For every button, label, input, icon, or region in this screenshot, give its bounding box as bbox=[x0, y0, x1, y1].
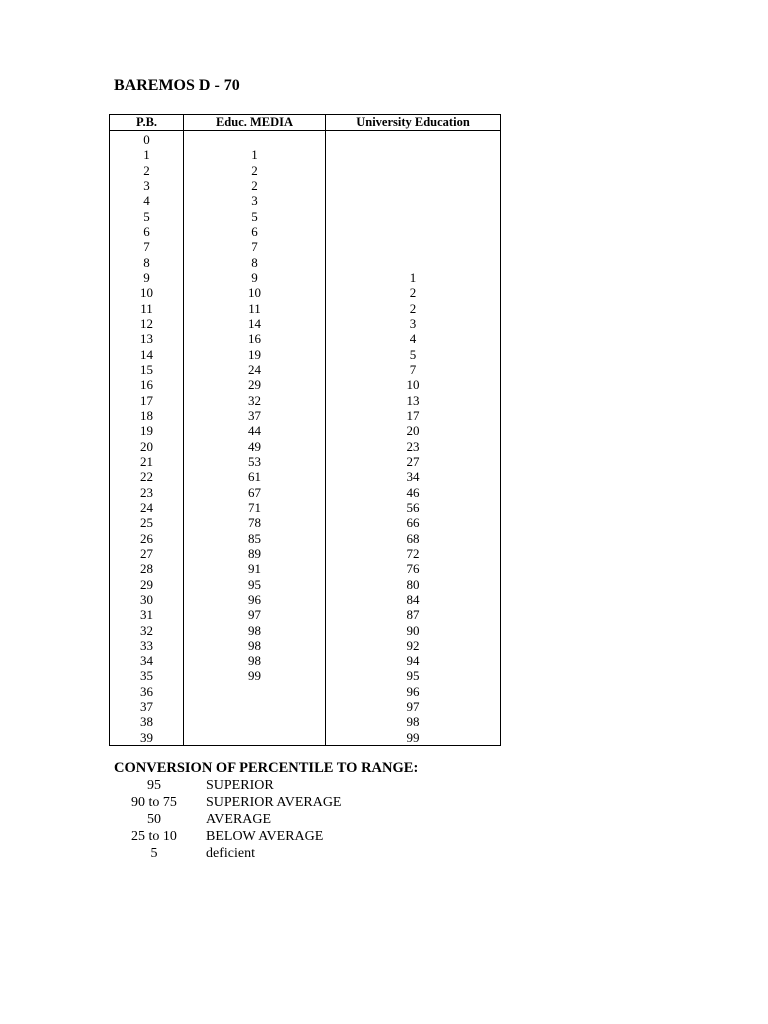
table-row bbox=[110, 347, 501, 362]
cell-pb: 22 bbox=[110, 469, 184, 484]
cell-educ-media bbox=[184, 714, 326, 729]
cell-pb: 14 bbox=[110, 347, 184, 362]
table-row bbox=[110, 607, 501, 622]
table-row bbox=[110, 577, 501, 592]
conversion-list bbox=[114, 777, 418, 862]
cell-educ-media: 91 bbox=[184, 561, 326, 576]
table-row bbox=[110, 730, 501, 746]
table-row bbox=[110, 331, 501, 346]
cell-educ-media: 5 bbox=[184, 209, 326, 224]
cell-university: 27 bbox=[326, 454, 501, 469]
cell-educ-media: 96 bbox=[184, 592, 326, 607]
cell-university: 7 bbox=[326, 362, 501, 377]
cell-university: 68 bbox=[326, 531, 501, 546]
cell-university: 94 bbox=[326, 653, 501, 668]
conversion-percentile: 95 bbox=[147, 778, 161, 793]
cell-pb: 28 bbox=[110, 561, 184, 576]
cell-educ-media: 7 bbox=[184, 239, 326, 254]
table-row bbox=[110, 209, 501, 224]
cell-pb: 12 bbox=[110, 316, 184, 331]
cell-university bbox=[326, 163, 501, 178]
cell-educ-media: 97 bbox=[184, 607, 326, 622]
table-row bbox=[110, 668, 501, 683]
conversion-section bbox=[114, 760, 418, 862]
cell-university: 80 bbox=[326, 577, 501, 592]
cell-educ-media: 71 bbox=[184, 500, 326, 515]
cell-educ-media: 44 bbox=[184, 423, 326, 438]
cell-educ-media: 95 bbox=[184, 577, 326, 592]
cell-pb: 20 bbox=[110, 439, 184, 454]
cell-pb: 38 bbox=[110, 714, 184, 729]
cell-pb: 35 bbox=[110, 668, 184, 683]
cell-university: 92 bbox=[326, 638, 501, 653]
cell-educ-media: 16 bbox=[184, 331, 326, 346]
table-row bbox=[110, 714, 501, 729]
cell-educ-media: 24 bbox=[184, 362, 326, 377]
header-educ-media: Educ. MEDIA bbox=[184, 115, 326, 131]
cell-pb: 9 bbox=[110, 270, 184, 285]
cell-university bbox=[326, 239, 501, 254]
cell-pb: 39 bbox=[110, 730, 184, 746]
table-header bbox=[110, 115, 501, 131]
table-row bbox=[110, 423, 501, 438]
cell-university bbox=[326, 178, 501, 193]
table-row bbox=[110, 515, 501, 530]
cell-university: 3 bbox=[326, 316, 501, 331]
cell-university: 20 bbox=[326, 423, 501, 438]
conversion-range: AVERAGE bbox=[206, 812, 272, 827]
header-row bbox=[110, 115, 501, 131]
cell-university bbox=[326, 224, 501, 239]
conversion-range: deficient bbox=[206, 846, 255, 861]
cell-university: 23 bbox=[326, 439, 501, 454]
cell-university: 87 bbox=[326, 607, 501, 622]
cell-educ-media bbox=[184, 684, 326, 699]
cell-educ-media: 14 bbox=[184, 316, 326, 331]
cell-pb: 32 bbox=[110, 623, 184, 638]
conversion-percentile: 25 to 10 bbox=[131, 829, 177, 844]
cell-university: 96 bbox=[326, 684, 501, 699]
table-row bbox=[110, 193, 501, 208]
cell-university: 2 bbox=[326, 301, 501, 316]
cell-university: 72 bbox=[326, 546, 501, 561]
conversion-row bbox=[114, 845, 418, 862]
conversion-row bbox=[114, 811, 418, 828]
table-row bbox=[110, 377, 501, 392]
cell-educ-media: 67 bbox=[184, 485, 326, 500]
cell-pb: 31 bbox=[110, 607, 184, 622]
table-row bbox=[110, 638, 501, 653]
table-row bbox=[110, 699, 501, 714]
conversion-range: SUPERIOR AVERAGE bbox=[206, 795, 342, 810]
table-row bbox=[110, 316, 501, 331]
table-row bbox=[110, 500, 501, 515]
conversion-row bbox=[114, 777, 418, 794]
table-body bbox=[110, 131, 501, 746]
cell-university: 98 bbox=[326, 714, 501, 729]
table-row bbox=[110, 255, 501, 270]
cell-educ-media: 19 bbox=[184, 347, 326, 362]
cell-educ-media: 8 bbox=[184, 255, 326, 270]
table-row bbox=[110, 439, 501, 454]
cell-educ-media: 32 bbox=[184, 393, 326, 408]
table-row bbox=[110, 285, 501, 300]
cell-pb: 27 bbox=[110, 546, 184, 561]
conversion-percentile: 90 to 75 bbox=[131, 795, 177, 810]
conversion-row bbox=[114, 794, 418, 811]
cell-university: 4 bbox=[326, 331, 501, 346]
cell-pb: 29 bbox=[110, 577, 184, 592]
table-row bbox=[110, 469, 501, 484]
cell-pb: 18 bbox=[110, 408, 184, 423]
cell-pb: 17 bbox=[110, 393, 184, 408]
cell-university: 34 bbox=[326, 469, 501, 484]
table-row bbox=[110, 239, 501, 254]
cell-university: 1 bbox=[326, 270, 501, 285]
cell-university: 46 bbox=[326, 485, 501, 500]
table-row bbox=[110, 362, 501, 377]
table-row bbox=[110, 131, 501, 148]
table-row bbox=[110, 454, 501, 469]
cell-pb: 36 bbox=[110, 684, 184, 699]
cell-pb: 3 bbox=[110, 178, 184, 193]
cell-pb: 23 bbox=[110, 485, 184, 500]
cell-educ-media: 1 bbox=[184, 147, 326, 162]
cell-pb: 10 bbox=[110, 285, 184, 300]
cell-pb: 5 bbox=[110, 209, 184, 224]
cell-pb: 4 bbox=[110, 193, 184, 208]
table-row bbox=[110, 561, 501, 576]
cell-educ-media: 53 bbox=[184, 454, 326, 469]
cell-university: 84 bbox=[326, 592, 501, 607]
table-row bbox=[110, 147, 501, 162]
table-row bbox=[110, 178, 501, 193]
cell-educ-media bbox=[184, 699, 326, 714]
cell-educ-media: 9 bbox=[184, 270, 326, 285]
table-row bbox=[110, 485, 501, 500]
cell-pb: 34 bbox=[110, 653, 184, 668]
cell-pb: 19 bbox=[110, 423, 184, 438]
cell-university: 2 bbox=[326, 285, 501, 300]
cell-university: 66 bbox=[326, 515, 501, 530]
cell-pb: 26 bbox=[110, 531, 184, 546]
cell-university: 97 bbox=[326, 699, 501, 714]
cell-educ-media bbox=[184, 730, 326, 746]
cell-educ-media: 2 bbox=[184, 163, 326, 178]
conversion-range: BELOW AVERAGE bbox=[206, 829, 324, 844]
cell-university bbox=[326, 147, 501, 162]
cell-university: 17 bbox=[326, 408, 501, 423]
cell-pb: 0 bbox=[110, 131, 184, 148]
cell-pb: 11 bbox=[110, 301, 184, 316]
cell-university bbox=[326, 209, 501, 224]
cell-educ-media: 2 bbox=[184, 178, 326, 193]
conversion-heading: CONVERSION OF PERCENTILE TO RANGE: bbox=[114, 760, 419, 776]
cell-pb: 37 bbox=[110, 699, 184, 714]
cell-university: 10 bbox=[326, 377, 501, 392]
cell-university bbox=[326, 255, 501, 270]
table-row bbox=[110, 592, 501, 607]
cell-university: 76 bbox=[326, 561, 501, 576]
table-row bbox=[110, 623, 501, 638]
cell-educ-media: 49 bbox=[184, 439, 326, 454]
cell-educ-media: 99 bbox=[184, 668, 326, 683]
cell-pb: 33 bbox=[110, 638, 184, 653]
cell-pb: 25 bbox=[110, 515, 184, 530]
table-row bbox=[110, 408, 501, 423]
cell-educ-media: 61 bbox=[184, 469, 326, 484]
table-row bbox=[110, 546, 501, 561]
cell-pb: 6 bbox=[110, 224, 184, 239]
conversion-row bbox=[114, 828, 418, 845]
table-row bbox=[110, 224, 501, 239]
cell-educ-media: 85 bbox=[184, 531, 326, 546]
cell-educ-media: 98 bbox=[184, 638, 326, 653]
cell-pb: 21 bbox=[110, 454, 184, 469]
cell-pb: 13 bbox=[110, 331, 184, 346]
cell-educ-media: 29 bbox=[184, 377, 326, 392]
table-row bbox=[110, 163, 501, 178]
norms-table bbox=[109, 114, 501, 746]
cell-pb: 7 bbox=[110, 239, 184, 254]
cell-pb: 8 bbox=[110, 255, 184, 270]
document-title: BAREMOS D - 70 bbox=[114, 77, 240, 94]
table-row bbox=[110, 531, 501, 546]
table-row bbox=[110, 653, 501, 668]
cell-pb: 1 bbox=[110, 147, 184, 162]
cell-pb: 15 bbox=[110, 362, 184, 377]
table-row bbox=[110, 270, 501, 285]
conversion-range: SUPERIOR bbox=[206, 778, 274, 793]
table-row bbox=[110, 393, 501, 408]
cell-university: 90 bbox=[326, 623, 501, 638]
cell-educ-media: 3 bbox=[184, 193, 326, 208]
cell-educ-media: 11 bbox=[184, 301, 326, 316]
cell-educ-media: 6 bbox=[184, 224, 326, 239]
header-pb: P.B. bbox=[110, 115, 184, 131]
cell-university bbox=[326, 131, 501, 148]
cell-pb: 30 bbox=[110, 592, 184, 607]
cell-educ-media: 98 bbox=[184, 623, 326, 638]
cell-university: 99 bbox=[326, 730, 501, 746]
cell-pb: 2 bbox=[110, 163, 184, 178]
cell-university: 95 bbox=[326, 668, 501, 683]
cell-educ-media: 98 bbox=[184, 653, 326, 668]
cell-educ-media: 78 bbox=[184, 515, 326, 530]
conversion-percentile: 50 bbox=[147, 812, 161, 827]
cell-educ-media: 37 bbox=[184, 408, 326, 423]
cell-pb: 24 bbox=[110, 500, 184, 515]
cell-university: 5 bbox=[326, 347, 501, 362]
cell-educ-media: 89 bbox=[184, 546, 326, 561]
table-row bbox=[110, 301, 501, 316]
header-university-education: University Education bbox=[326, 115, 501, 131]
cell-university: 56 bbox=[326, 500, 501, 515]
cell-university bbox=[326, 193, 501, 208]
conversion-percentile: 5 bbox=[150, 846, 158, 861]
table-row bbox=[110, 684, 501, 699]
cell-educ-media bbox=[184, 131, 326, 148]
cell-university: 13 bbox=[326, 393, 501, 408]
cell-pb: 16 bbox=[110, 377, 184, 392]
cell-educ-media: 10 bbox=[184, 285, 326, 300]
